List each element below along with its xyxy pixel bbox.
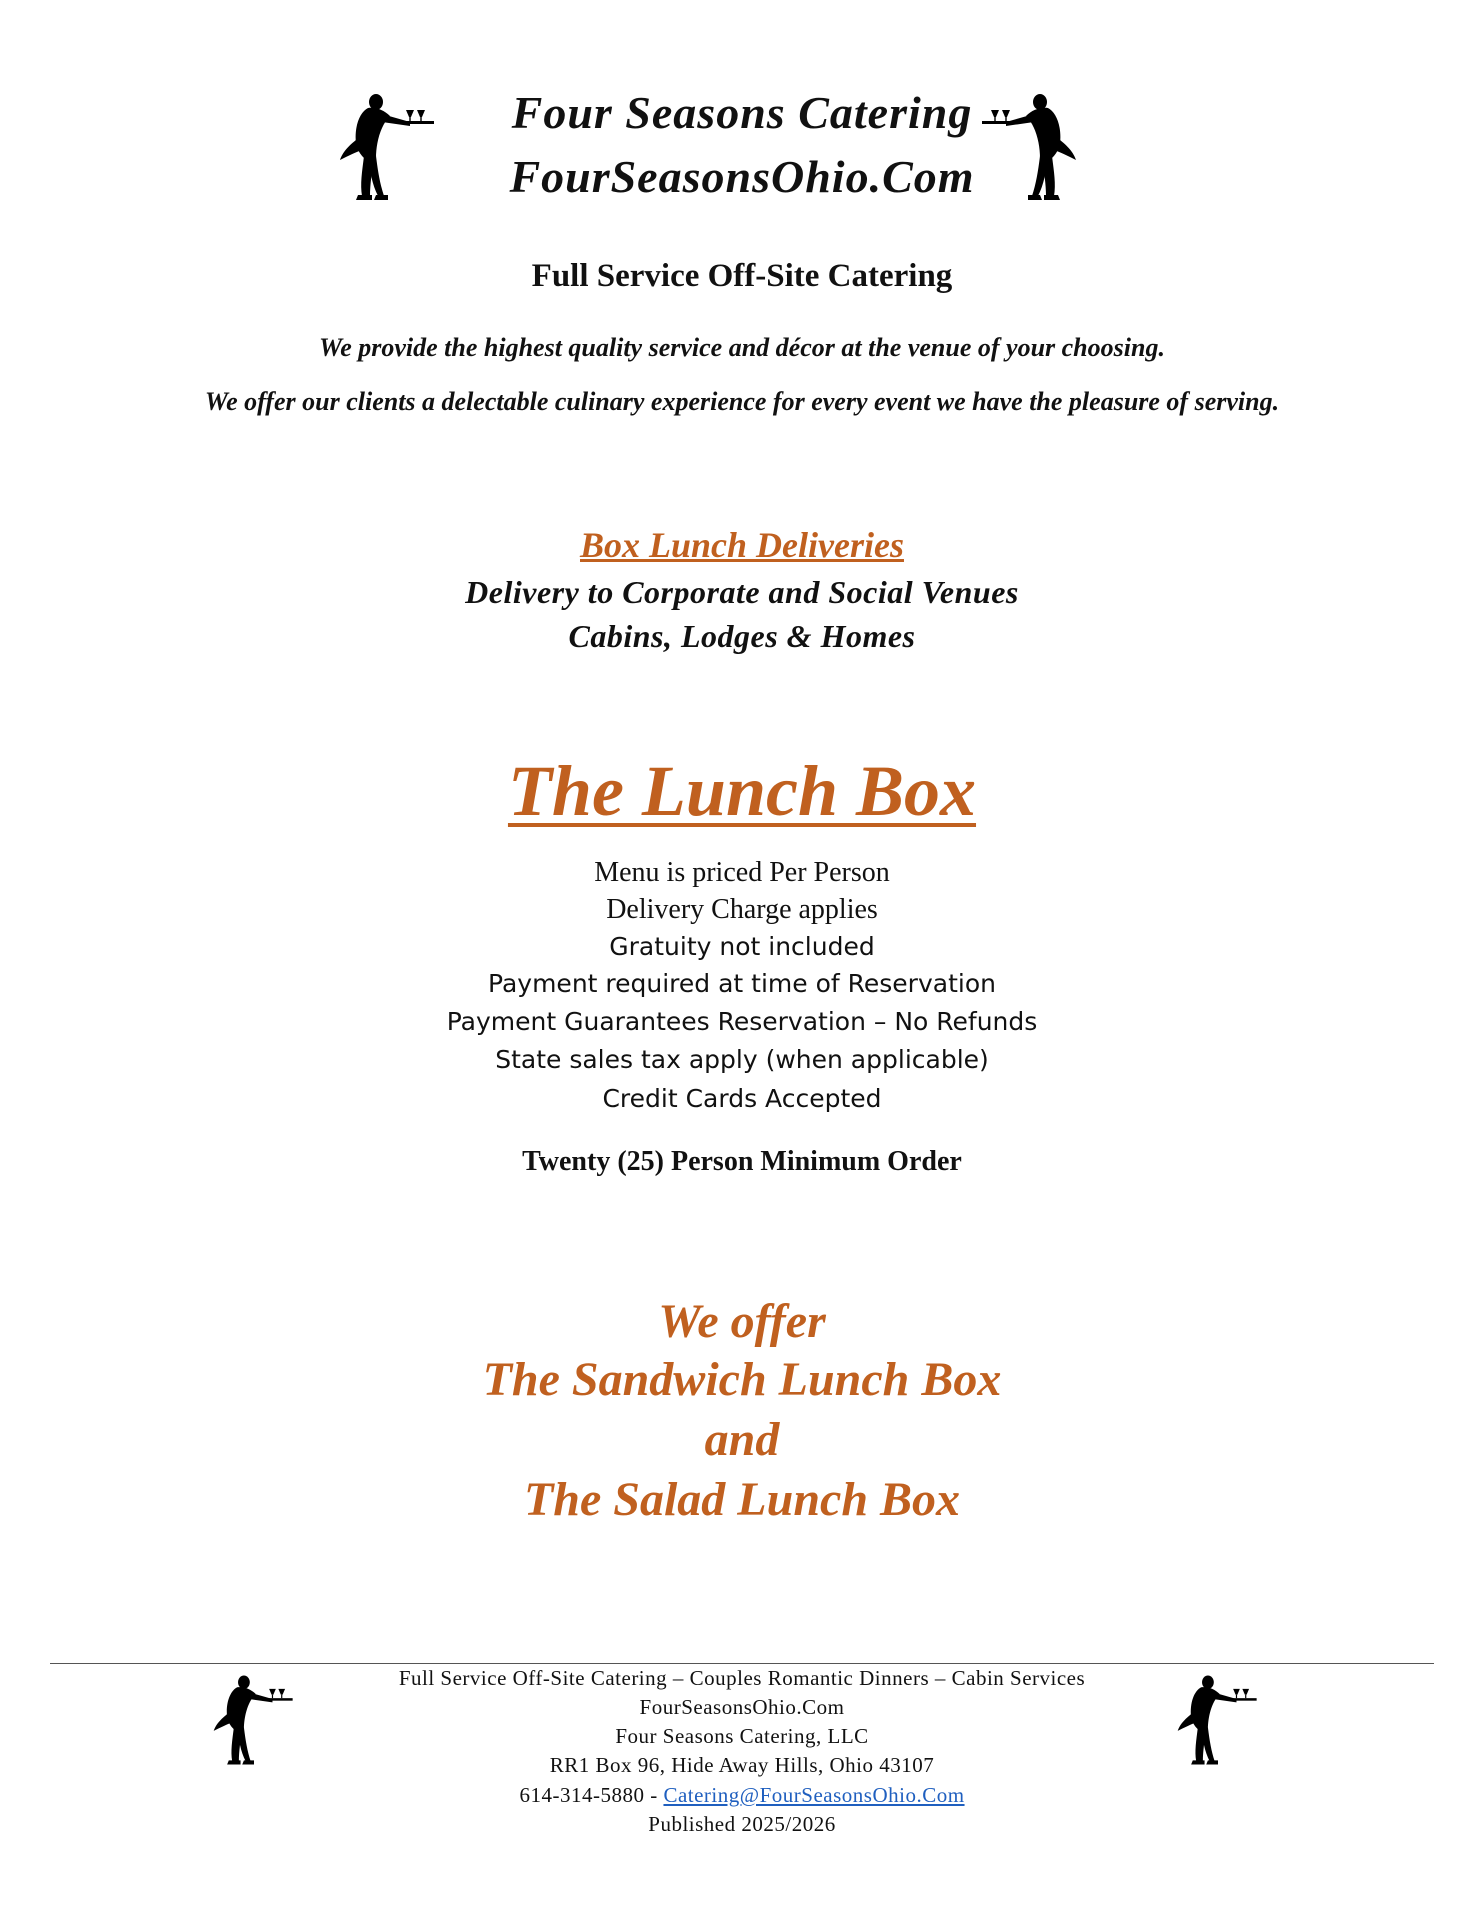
offer-line-1: We offer [658, 1295, 826, 1348]
term-item: Menu is priced Per Person [594, 857, 890, 888]
footer-published: Published 2025/2026 [648, 1812, 836, 1836]
footer-divider [50, 1663, 1434, 1664]
footer-website: FourSeasonsOhio.Com [639, 1695, 845, 1719]
brand-website: FourSeasonsOhio.Com [509, 151, 975, 202]
brand-name: Four Seasons Catering [511, 87, 973, 138]
offer-line-3: and [704, 1413, 780, 1466]
footer-services: Full Service Off-Site Catering – Couples Romantic Dinners – Cabin Services [398, 1666, 1086, 1690]
term-item: Credit Cards Accepted [602, 1084, 882, 1113]
service-subheading: Full Service Off-Site Catering [531, 258, 953, 294]
tagline-2: We offer our clients a delectable culinary experience for every event we have the pleasure of serving. [204, 387, 1280, 416]
term-item: Gratuity not included [609, 932, 875, 961]
term-item: Delivery Charge applies [606, 894, 878, 925]
term-item: State sales tax apply (when applicable) [495, 1045, 989, 1074]
lunch-box-title: The Lunch Box [507, 751, 977, 831]
tagline-1: We provide the highest quality service and décor at the venue of your choosing. [319, 333, 1165, 362]
deliveries-title: Box Lunch Deliveries [580, 525, 904, 565]
footer-address: RR1 Box 96, Hide Away Hills, Ohio 43107 [549, 1753, 935, 1777]
footer-phone: 614-314-5880 [519, 1783, 645, 1807]
footer-company: Four Seasons Catering, LLC [615, 1724, 869, 1748]
footer-contact [0, 1783, 1484, 1808]
deliveries-line-2: Cabins, Lodges & Homes [568, 618, 916, 654]
term-item: Payment Guarantees Reservation – No Refunds [446, 1007, 1038, 1036]
offer-line-4: The Salad Lunch Box [523, 1473, 961, 1526]
term-item: Payment required at time of Reservation [488, 969, 996, 998]
deliveries-line-1: Delivery to Corporate and Social Venues [465, 574, 1019, 610]
minimum-order: Twenty (25) Person Minimum Order [522, 1146, 962, 1177]
offer-line-2: The Sandwich Lunch Box [482, 1353, 1002, 1406]
footer-separator: - [644, 1783, 664, 1807]
footer-email-link[interactable]: Catering@FourSeasonsOhio.Com [663, 1783, 965, 1807]
